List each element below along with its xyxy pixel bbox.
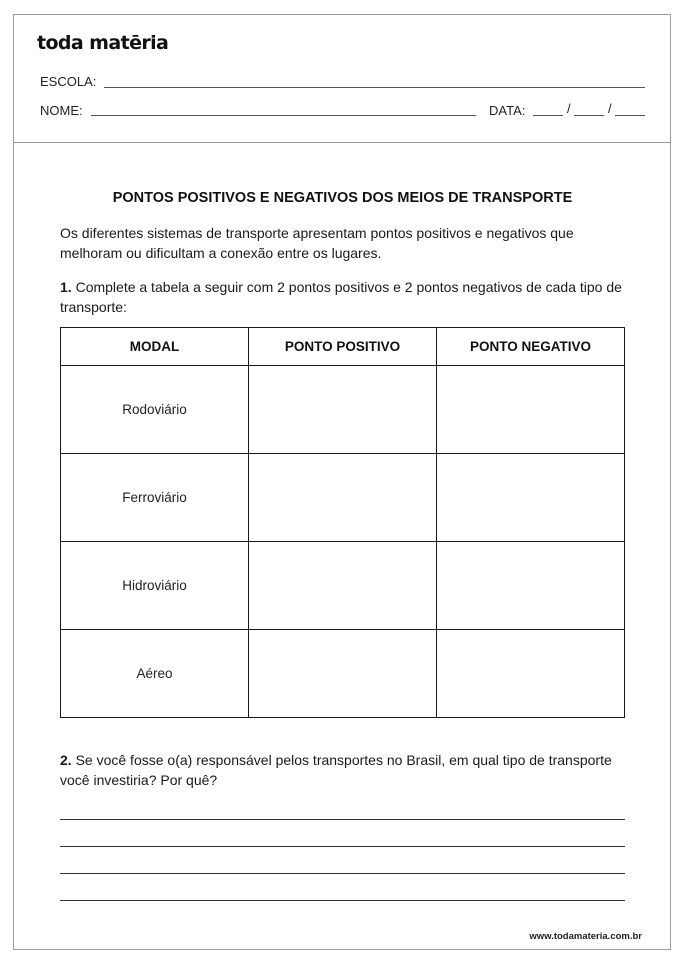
table-row bbox=[61, 454, 625, 542]
date-month-field[interactable] bbox=[574, 115, 604, 116]
date-separator: / bbox=[567, 101, 571, 116]
name-field[interactable] bbox=[91, 115, 476, 116]
footer-website: www.todamateria.com.br bbox=[529, 931, 642, 942]
date-separator: / bbox=[608, 101, 612, 116]
negative-cell[interactable] bbox=[437, 630, 625, 718]
modal-cell: Aéreo bbox=[61, 630, 249, 718]
date-day-field[interactable] bbox=[533, 115, 563, 116]
table-row bbox=[61, 366, 625, 454]
answer-line[interactable] bbox=[60, 873, 625, 874]
modal-cell: Hidroviário bbox=[61, 542, 249, 630]
question-1 bbox=[60, 277, 635, 317]
header-divider bbox=[13, 142, 671, 143]
date-label: DATA: bbox=[489, 103, 526, 118]
worksheet-title: PONTOS POSITIVOS E NEGATIVOS DOS MEIOS DE TRANSPORTE bbox=[112, 190, 573, 206]
answer-line[interactable] bbox=[60, 846, 625, 847]
table-header-row bbox=[61, 328, 625, 366]
positive-cell[interactable] bbox=[249, 366, 437, 454]
intro-paragraph: Os diferentes sistemas de transporte apresentam pontos positivos e negativos que melhoram ou dificultam a conexão entre os lugares. bbox=[60, 225, 574, 261]
table-row bbox=[61, 542, 625, 630]
question-2 bbox=[60, 750, 635, 790]
positive-cell[interactable] bbox=[249, 542, 437, 630]
positive-cell[interactable] bbox=[249, 454, 437, 542]
modal-cell: Rodoviário bbox=[61, 366, 249, 454]
school-field[interactable] bbox=[104, 87, 645, 88]
positive-cell[interactable] bbox=[249, 630, 437, 718]
column-header-negative: PONTO NEGATIVO bbox=[437, 328, 625, 366]
date-year-field[interactable] bbox=[615, 115, 645, 116]
modal-cell: Ferroviário bbox=[61, 454, 249, 542]
column-header-positive: PONTO POSITIVO bbox=[249, 328, 437, 366]
brand-logo: toda matēria bbox=[37, 32, 169, 54]
column-header-modal: MODAL bbox=[61, 328, 249, 366]
negative-cell[interactable] bbox=[437, 454, 625, 542]
question-number: 2. bbox=[60, 752, 72, 768]
table-row bbox=[61, 630, 625, 718]
name-label: NOME: bbox=[40, 103, 83, 118]
question-text: Se você fosse o(a) responsável pelos transportes no Brasil, em qual tipo de transporte você investiria? Por quê? bbox=[60, 752, 612, 788]
school-label: ESCOLA: bbox=[40, 74, 97, 89]
negative-cell[interactable] bbox=[437, 542, 625, 630]
answer-line[interactable] bbox=[60, 819, 625, 820]
question-text: Complete a tabela a seguir com 2 pontos positivos e 2 pontos negativos de cada tipo de transporte: bbox=[60, 279, 622, 315]
transport-table bbox=[60, 327, 625, 718]
question-number: 1. bbox=[60, 279, 72, 295]
answer-line[interactable] bbox=[60, 900, 625, 901]
negative-cell[interactable] bbox=[437, 366, 625, 454]
